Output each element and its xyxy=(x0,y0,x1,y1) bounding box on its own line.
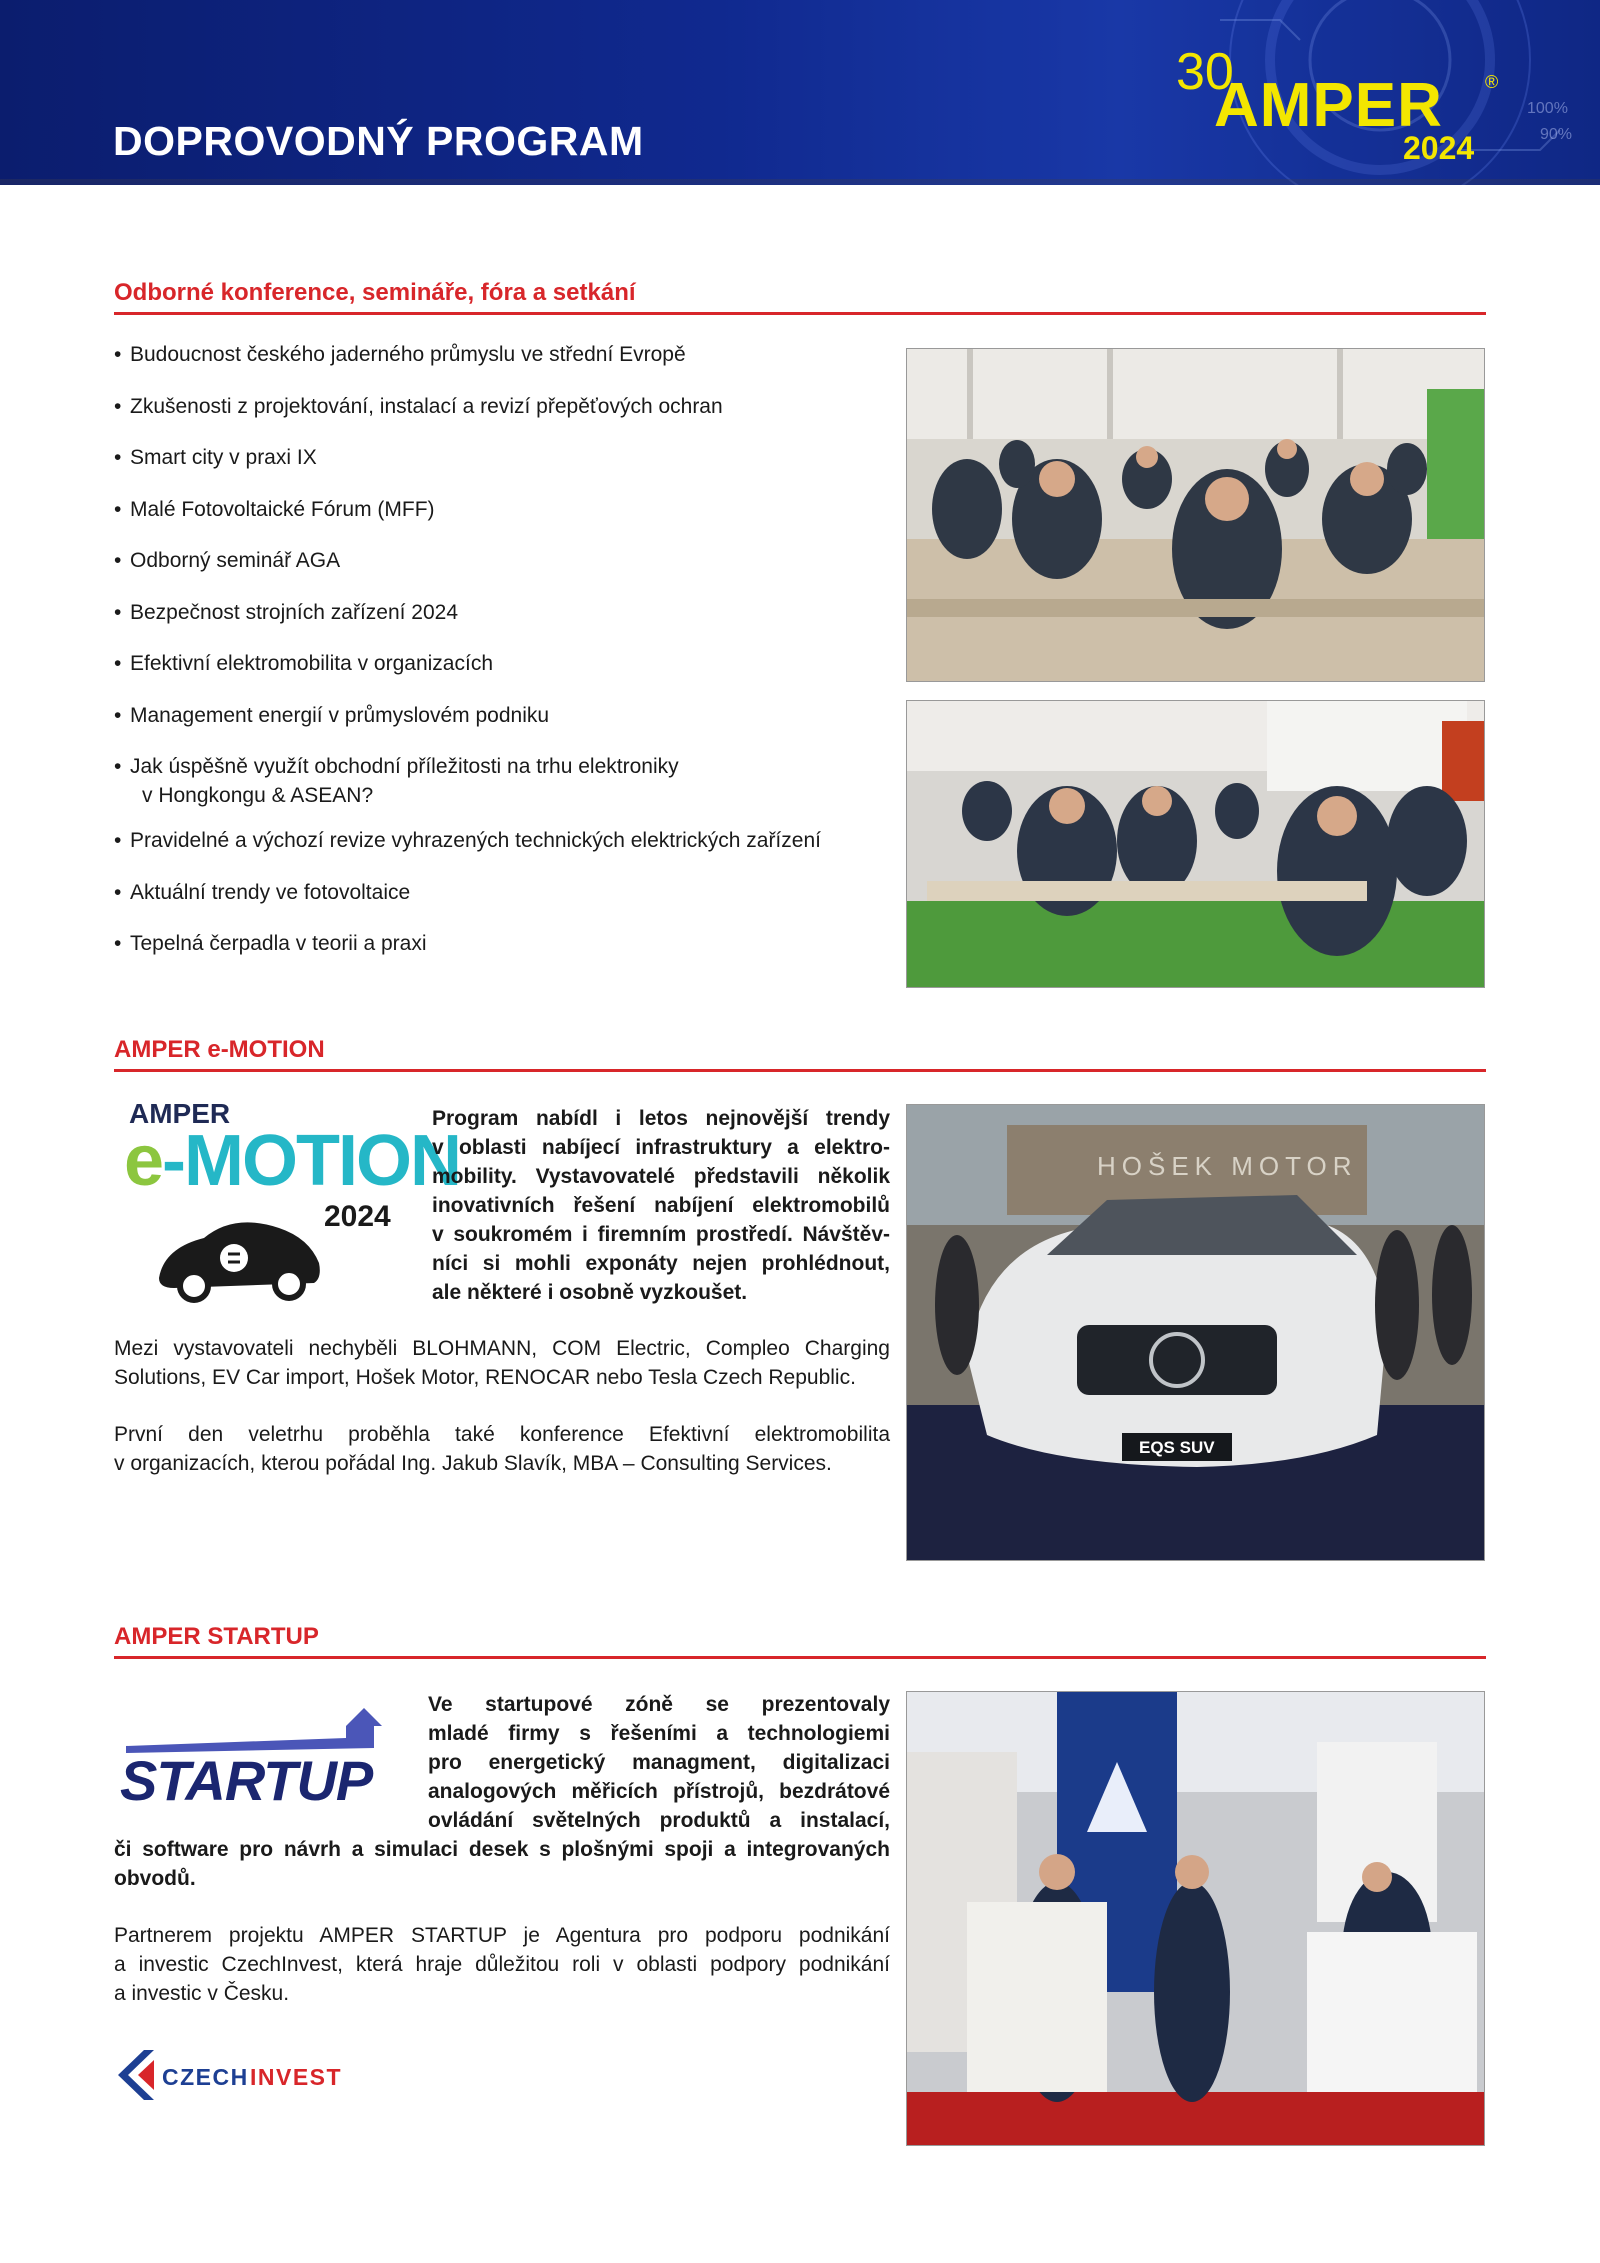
text-line: analogových měřicích přístrojů, bezdrátové xyxy=(428,1780,890,1803)
emotion-logo-amper: AMPER xyxy=(129,1098,231,1129)
startup-intro xyxy=(428,1690,890,1835)
conference-photo-2 xyxy=(906,700,1485,988)
text-line: Partnerem projektu AMPER STARTUP je Agentura pro podporu podnikání xyxy=(114,1924,890,1947)
text-line: či software pro návrh a simulaci desek s plošnými spoji a integrovaných xyxy=(114,1838,890,1861)
text-line: a investic CzechInvest, která hraje důležitou roli v oblasti podpory podnikání xyxy=(114,1953,890,1976)
text-line: a investic v Česku. xyxy=(114,1982,290,2005)
section-divider xyxy=(114,1069,1486,1072)
text-line: mladé firmy s řešeními a technologiemi xyxy=(428,1722,890,1745)
text-line: v organizacích, kterou pořádal Ing. Jakub Slavík, MBA – Consulting Services. xyxy=(114,1452,832,1475)
plate-text: EQS SUV xyxy=(1139,1438,1215,1457)
emotion-logo-year: 2024 xyxy=(324,1200,391,1233)
emotion-conference xyxy=(114,1420,890,1478)
list-item: • Budoucnost českého jaderného průmyslu ve střední Evropě xyxy=(114,340,894,369)
list-item: • Aktuální trendy ve fotovoltaice xyxy=(114,878,894,907)
startup-logo-title: STARTUP xyxy=(120,1749,373,1812)
text-line: mobility. Vystavovatelé představili několik xyxy=(432,1165,890,1188)
czechinvest-logo-invest: INVEST xyxy=(250,2064,343,2090)
page-title: DOPROVODNÝ PROGRAM xyxy=(113,118,644,164)
list-item: • Bezpečnost strojních zařízení 2024 xyxy=(114,598,894,627)
section-divider xyxy=(114,1656,1486,1659)
car-plug-icon xyxy=(154,1208,324,1303)
text-line: níci si mohli exponáty nejen prohlédnout, xyxy=(432,1252,890,1275)
section-title-emotion: AMPER e-MOTION xyxy=(114,1036,325,1063)
list-item-line: Jak úspěšně využít obchodní příležitosti na trhu elektroniky xyxy=(130,755,679,778)
header-deco-text: 100% xyxy=(1527,100,1568,117)
section-title-conferences: Odborné konference, semináře, fóra a setkání xyxy=(114,279,636,306)
logo-anniversary-number: 30 xyxy=(1176,43,1234,101)
logo-registered-mark: ® xyxy=(1485,72,1499,92)
text-line: Solutions, EV Car import, Hošek Motor, RENOCAR nebo Tesla Czech Republic. xyxy=(114,1366,856,1389)
conference-list xyxy=(114,340,894,981)
text-line: obvodů. xyxy=(114,1867,196,1890)
list-item: • Zkušenosti z projektování, instalací a revizí přepěťových ochran xyxy=(114,392,894,421)
section-divider xyxy=(114,312,1486,315)
list-item: • Pravidelné a výchozí revize vyhrazených technických elektrických zařízení xyxy=(114,826,894,855)
emotion-intro xyxy=(432,1104,890,1307)
text-line: ale některé i osobně vyzkoušet. xyxy=(432,1281,748,1304)
list-item: • Odborný seminář AGA xyxy=(114,546,894,575)
text-line: Program nabídl i letos nejnovější trendy xyxy=(432,1107,890,1130)
emotion-exhibitors xyxy=(114,1334,890,1392)
header-deco-text: 90% xyxy=(1540,126,1573,143)
czechinvest-chevron-icon xyxy=(118,2046,158,2104)
czechinvest-logo-czech: CZECH xyxy=(162,2064,249,2090)
list-item: • Malé Fotovoltaické Fórum (MFF) xyxy=(114,495,894,524)
list-item: • Smart city v praxi IX xyxy=(114,443,894,472)
list-item-line: v Hongkongu & ASEAN? xyxy=(142,784,374,807)
text-line: Mezi vystavovateli nechyběli BLOHMANN, COM Electric, Compleo Charging xyxy=(114,1337,890,1360)
startup-photo xyxy=(906,1691,1485,2146)
list-item: • Efektivní elektromobilita v organizacích xyxy=(114,649,894,678)
list-item xyxy=(114,752,894,810)
text-line: v soukromém i firemním prostředí. Návštěv- xyxy=(432,1223,890,1246)
emotion-logo-title xyxy=(124,1120,460,1202)
czechinvest-logo xyxy=(118,2046,358,2106)
startup-logo xyxy=(116,1708,406,1812)
list-item: • Management energií v průmyslovém podniku xyxy=(114,701,894,730)
text-line: První den veletrhu proběhla také konference Efektivní elektromobilita xyxy=(114,1423,890,1446)
emotion-logo-motion: -MOTION xyxy=(162,1121,460,1201)
conference-photo-1 xyxy=(906,348,1485,682)
photo-sign-text: HOŠEK MOTOR xyxy=(1097,1151,1358,1181)
text-line: ovládání světelných produktů a instalací, xyxy=(428,1809,890,1832)
text-line: v oblasti nabíjecí infrastruktury a elektro- xyxy=(432,1136,890,1159)
text-line: pro energetický managment, digitalizaci xyxy=(428,1751,890,1774)
startup-intro-continued xyxy=(114,1835,890,1893)
emotion-car-photo xyxy=(906,1104,1485,1561)
logo-year: 2024 xyxy=(1403,130,1475,166)
startup-logo-amper: AMPER xyxy=(138,1726,207,1747)
emotion-logo-e: e xyxy=(124,1121,163,1201)
section-title-startup: AMPER STARTUP xyxy=(114,1623,319,1650)
startup-partner-text xyxy=(114,1921,890,2008)
text-line: inovativních řešení nabíjení elektromobilů xyxy=(432,1194,890,1217)
page-header xyxy=(0,0,1600,185)
list-item: • Tepelná čerpadla v teorii a praxi xyxy=(114,929,894,958)
logo-amper: AMPER xyxy=(1214,71,1443,140)
emotion-logo xyxy=(114,1098,460,1308)
text-line: Ve startupové zóně se prezentovaly xyxy=(428,1693,890,1716)
